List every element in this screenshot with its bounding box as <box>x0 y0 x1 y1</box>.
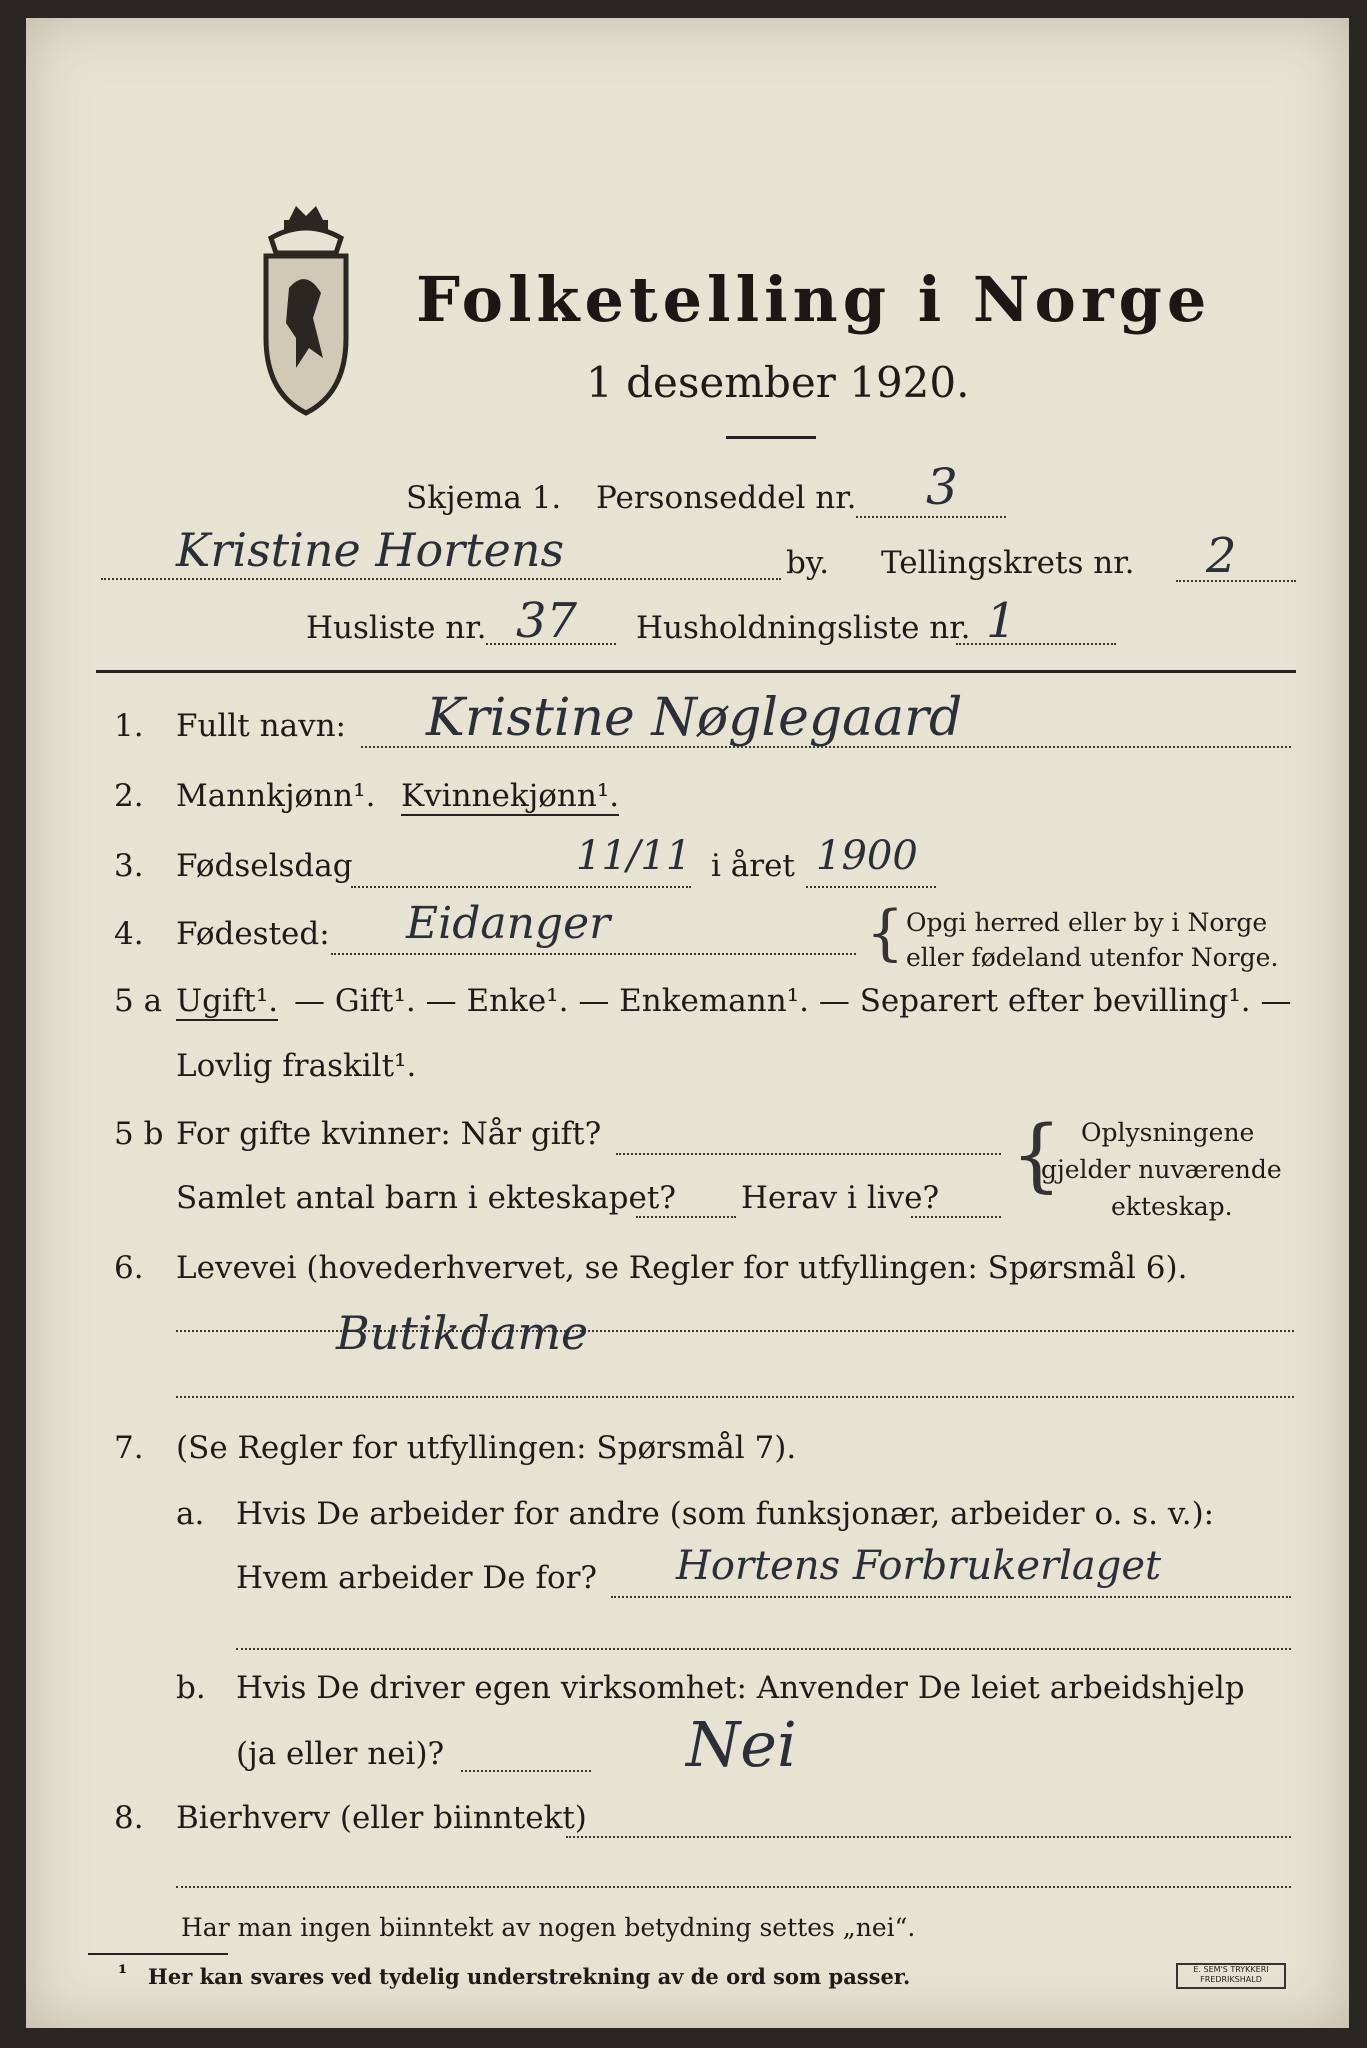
by-value[interactable]: Kristine Hortens <box>176 523 565 577</box>
husholdning-line <box>956 643 1116 645</box>
husliste-value[interactable]: 37 <box>516 593 578 649</box>
q5b-children-line <box>636 1216 736 1218</box>
husholdning-value[interactable]: 1 <box>986 593 1017 649</box>
q5b-married-line <box>616 1153 1001 1155</box>
q7b-letter: b. <box>176 1670 206 1706</box>
husliste-label: Husliste nr. <box>306 610 487 646</box>
q5b-note2: gjelder nuværende <box>1041 1155 1282 1184</box>
q3-aaret-value[interactable]: 1900 <box>816 833 918 879</box>
q5b-alive-line <box>911 1216 1001 1218</box>
q4-note2: eller fødeland utenfor Norge. <box>906 943 1279 972</box>
q7a-label2: Hvem arbeider De for? <box>236 1560 598 1596</box>
q6-value[interactable]: Butikdame <box>336 1306 589 1360</box>
footnote-rule <box>88 1953 228 1955</box>
q5b-brace: { <box>1011 1108 1062 1201</box>
q4-number: 4. <box>114 916 144 952</box>
q5b-note3: ekteskap. <box>1111 1192 1233 1221</box>
q8-line2 <box>176 1886 1291 1888</box>
header-rule <box>96 670 1296 673</box>
q4-label: Fødested: <box>176 916 330 952</box>
census-form <box>26 18 1349 2028</box>
q7b-label: Hvis De driver egen virksomhet: Anvender De leiet arbeidshjelp <box>236 1670 1245 1706</box>
form-date: 1 desember 1920. <box>586 358 970 407</box>
norwegian-coat-of-arms-icon <box>251 198 361 423</box>
tellingskrets-label: Tellingskrets nr. <box>881 545 1135 581</box>
q5b-label3: Herav i live? <box>741 1180 940 1216</box>
q5a-ugift[interactable]: Ugift¹. <box>176 983 279 1019</box>
q7a-letter: a. <box>176 1496 205 1532</box>
q4-brace: { <box>866 898 905 968</box>
form-title: Folketelling i Norge <box>416 263 1212 336</box>
q5a-options[interactable]: — Gift¹. — Enke¹. — Enkemann¹. — Separert efter bevilling¹. — <box>294 983 1292 1019</box>
title-divider <box>726 436 816 439</box>
q5b-label2: Samlet antal barn i ekteskapet? <box>176 1180 676 1216</box>
q8-line1 <box>566 1836 1291 1838</box>
personseddel-line <box>856 516 1006 518</box>
q7a-line1 <box>611 1596 1291 1598</box>
q3-value[interactable]: 11/11 <box>576 833 692 879</box>
q2-number: 2. <box>114 778 144 814</box>
skjema-label: Skjema 1. <box>406 480 562 516</box>
footnote-text: Her kan svares ved tydelig understrekning av de ord som passer. <box>148 1964 911 1989</box>
q2-mann[interactable]: Mannkjønn¹. <box>176 778 376 814</box>
q1-number: 1. <box>114 708 144 744</box>
husholdning-label: Husholdningsliste nr. <box>636 610 971 646</box>
q3-number: 3. <box>114 848 144 884</box>
q8-number: 8. <box>114 1800 144 1836</box>
q3-label: Fødselsdag <box>176 848 353 884</box>
q3-line <box>351 886 691 888</box>
q3-aaret-line <box>806 886 936 888</box>
q7a-line2 <box>236 1648 1291 1650</box>
personseddel-label: Personseddel nr. <box>596 480 857 516</box>
q1-label: Fullt navn: <box>176 708 346 744</box>
q7b-label2: (ja eller nei)? <box>236 1736 445 1772</box>
q5a-number: 5 a <box>114 983 163 1019</box>
q8-label: Bierhverv (eller biinntekt) <box>176 1800 587 1836</box>
footer-note: Har man ingen biinntekt av nogen betydning settes „nei“. <box>181 1913 916 1942</box>
by-label: by. <box>786 545 830 581</box>
q7a-value[interactable]: Hortens Forbrukerlaget <box>676 1543 1162 1589</box>
q7a-label: Hvis De arbeider for andre (som funksjonær, arbeider o. s. v.): <box>236 1496 1215 1532</box>
q2-kvinne[interactable]: Kvinnekjønn¹. <box>401 778 620 814</box>
q5b-note1: Oplysningene <box>1081 1118 1255 1147</box>
q7b-value[interactable]: Nei <box>686 1708 797 1781</box>
personseddel-value[interactable]: 3 <box>926 458 958 516</box>
q7b-line <box>461 1770 591 1772</box>
tellingskrets-value[interactable]: 2 <box>1206 528 1237 584</box>
q3-aaret-label: i året <box>711 848 795 884</box>
q5b-label1: For gifte kvinner: Når gift? <box>176 1116 602 1152</box>
q5a-line2[interactable]: Lovlig fraskilt¹. <box>176 1048 417 1084</box>
q4-note1: Opgi herred eller by i Norge <box>906 908 1268 937</box>
q4-line <box>331 953 856 955</box>
by-line <box>101 578 781 580</box>
q6-label: Levevei (hovederhvervet, se Regler for utfyllingen: Spørsmål 6). <box>176 1250 1188 1286</box>
footnote-mark: ¹ <box>118 1960 128 1985</box>
q6-number: 6. <box>114 1250 144 1286</box>
q6-line2 <box>176 1396 1294 1398</box>
q7-number: 7. <box>114 1430 144 1466</box>
printer-stamp: E. SEM'S TRYKKERI FREDRIKSHALD <box>1176 1963 1286 1989</box>
q1-value[interactable]: Kristine Nøglegaard <box>426 688 963 748</box>
q5b-number: 5 b <box>114 1116 164 1152</box>
q7-label: (Se Regler for utfyllingen: Spørsmål 7). <box>176 1430 797 1466</box>
q4-value[interactable]: Eidanger <box>406 898 611 949</box>
